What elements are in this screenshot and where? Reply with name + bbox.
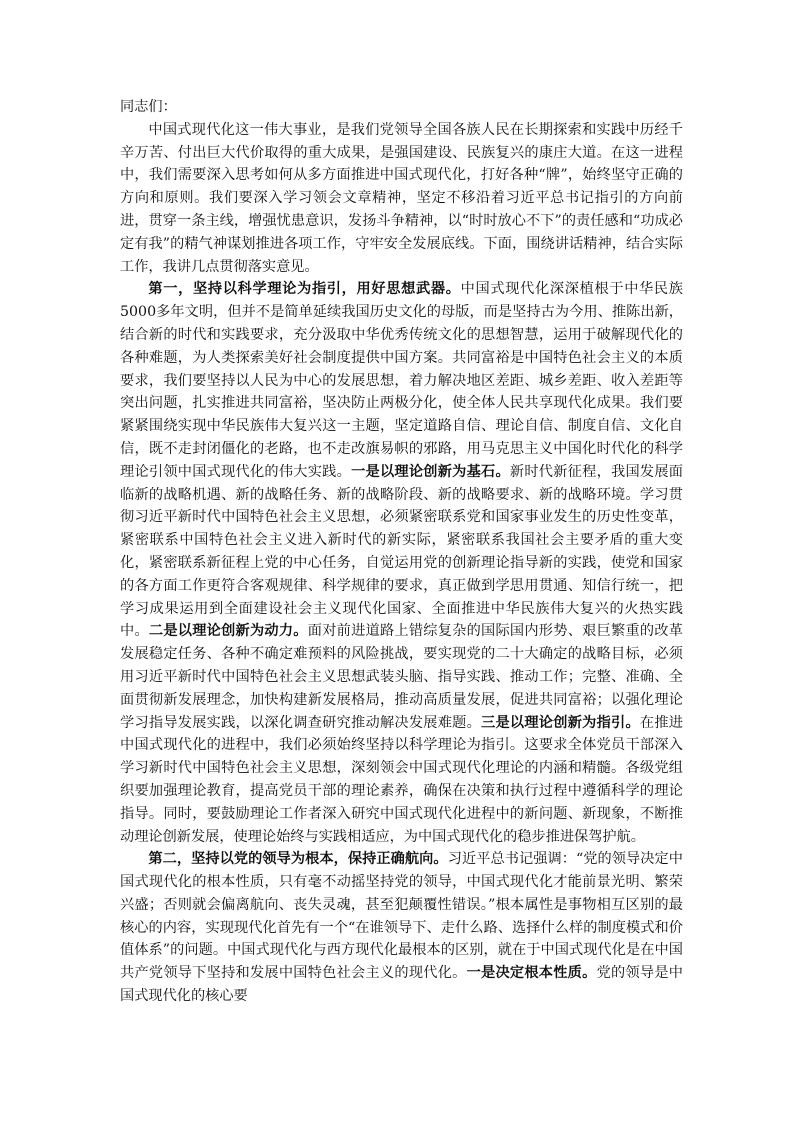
section-2-heading: 第二，坚持以党的领导为根本，保持正确航向。 [148, 851, 448, 868]
intro-paragraph: 中国式现代化这一伟大事业，是我们党领导全国各族人民在长期探索和实践中历经千辛万苦、付出巨大代价取得的重大成果，是强国建设、民族复兴的康庄大道。在这一进程中，我们需要深入思考如何从多方面推进中国式现代化，打好各种“牌”，始终坚守正确的方向和原则。我们要深入学习领会文章精神，坚定不移沿着习近平总书记指引的方向前进，贯穿一条主线，增强忧患意识，发扬斗争精神，以“时时放心不下”的责任感和“功成必定有我”的精气神谋划推进各项工作，守牢安全发展底线。下面，围绕讲话精神，结合实际工作，我讲几点贯彻落实意见。 [120, 121, 683, 275]
section-1-point-2: 二是以理论创新为动力。 [148, 623, 308, 640]
section-2-paragraph [120, 848, 683, 1008]
section-1-heading: 第一，坚持以科学理论为指引，用好思想武器。 [148, 281, 461, 298]
section-1-paragraph [120, 278, 683, 848]
section-2-text-b: 党的领导是中国式现代化的核心要 [120, 965, 683, 1005]
section-1-text-c: 面对前进道路上错综复杂的国际国内形势、艰巨繁重的改革发展稳定任务、各种不确定难预料的风险挑战，要实现党的二十大确定的战略目标，必须用习近平新时代中国特色社会主义思想武装头脑、指导实践、推动工作；完整、准确、全面贯彻新发展理念，加快构建新发展格局，推动高质量发展，促进共同富裕；以强化理论学习指导发展实践，以深化调查研究推动解决发展难题。 [120, 623, 683, 731]
document-page [120, 96, 683, 1008]
section-2-text-a: 习近平总书记强调：“党的领导决定中国式现代化的根本性质，只有毫不动摇坚持党的领导，中国式现代化才能前景光明、繁荣兴盛；否则就会偏离航向、丧失灵魂，甚至犯颠覆性错误。”根本属性是事物相互区别的最核心的内容，实现现代化首先有一个“在谁领导下、走什么路、选择什么样的制度模式和价值体系”的问题。中国式现代化与西方现代化最根本的区别，就在于中国式现代化是在中国共产党领导下坚持和发展中国特色社会主义的现代化。 [120, 851, 683, 982]
section-2-point-1: 一是决定根本性质。 [466, 965, 597, 982]
greeting: 同志们： [120, 99, 177, 115]
section-1-text-d: 在推进中国式现代化的进程中，我们必须始终坚持以科学理论为指引。这要求全体党员干部深入学习新时代中国特色社会主义思想，深刻领会中国式现代化理论的内涵和精髓。各级党组织要加强理论教育，提高党员干部的理论素养，确保在决策和执行过程中遵循科学的理论指导。同时，要鼓励理论工作者深入研究中国式现代化进程中的新问题、新现象，不断推动理论创新发展，使理论始终与实践相适应，为中国式现代化的稳步推进保驾护航。 [120, 714, 683, 845]
section-1-text-a: 中国式现代化深深植根于中华民族5000多年文明，但并不是简单延续我国历史文化的母版，而是坚持古为今用、推陈出新，结合新的时代和实践要求，充分汲取中华优秀传统文化的思想智慧，运用于破解现代化的各种难题，为人类探索美好社会制度提供中国方案。共同富裕是中国特色社会主义的本质要求，我们要坚持以人民为中心的发展思想，着力解决地区差距、城乡差距、收入差距等突出问题，扎实推进共同富裕，坚决防止两极分化，使全体人民共享现代化成果。我们要紧紧围绕实现中华民族伟大复兴这一主题，坚定道路自信、理论自信、制度自信、文化自信，既不走封闭僵化的老路，也不走改旗易帜的邪路，用马克思主义中国化时代化的科学理论引领中国式现代化的伟大实践。 [120, 281, 683, 480]
section-1-text-b: 新时代新征程，我国发展面临新的战略机遇、新的战略任务、新的战略阶段、新的战略要求、新的战略环境。学习贯彻习近平新时代中国特色社会主义思想，必须紧密联系党和国家事业发生的历史性变革，紧密联系中国特色社会主义进入新时代的新实际，紧密联系我国社会主要矛盾的重大变化，紧密联系新征程上党的中心任务，自觉运用党的创新理论指导新的实践，使党和国家的各方面工作更符合客观规律、科学规律的要求，真正做到学思用贯通、知信行统一，把学习成果运用到全面建设社会主义现代化国家、全面推进中华民族伟大复兴的火热实践中。 [120, 463, 683, 640]
section-1-point-1: 一是以理论创新为基石。 [351, 463, 510, 480]
section-1-point-3: 三是以理论创新为指引。 [481, 714, 640, 731]
